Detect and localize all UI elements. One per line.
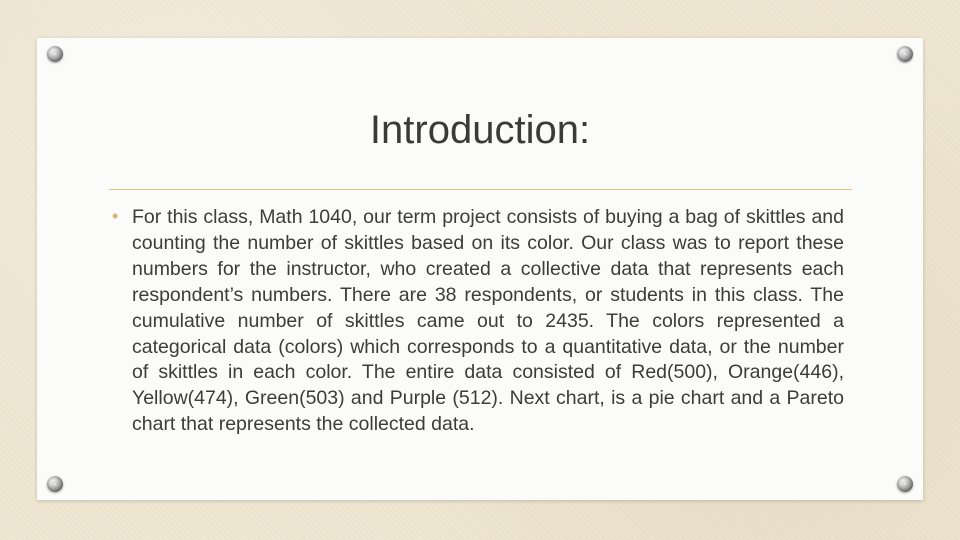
bullet-icon: •	[112, 206, 119, 226]
pushpin-icon	[897, 46, 913, 62]
pushpin-icon	[47, 46, 63, 62]
pushpin-icon	[897, 476, 913, 492]
slide-title: Introduction:	[369, 108, 591, 152]
pushpin-icon	[47, 476, 63, 492]
body-paragraph: For this class, Math 1040, our term project consists of buying a bag of skittles and counting the number of skittles based on its color. Our class was to report these numbers for the instructor, who created a collective data that represents each respondent’s numbers. There are 38 respondents, or students in this class. The cumulative number of skittles came out to 2435. The colors represented a categorical data (colors) which corresponds to a quantitative data, or the number of skittles in each color. The entire data consisted of Red(500), Orange(446), Yellow(474), Green(503) and Purple (512). Next chart, is a pie chart and a Pareto chart that represents the collected data.	[132, 206, 844, 436]
title-divider	[109, 189, 852, 190]
